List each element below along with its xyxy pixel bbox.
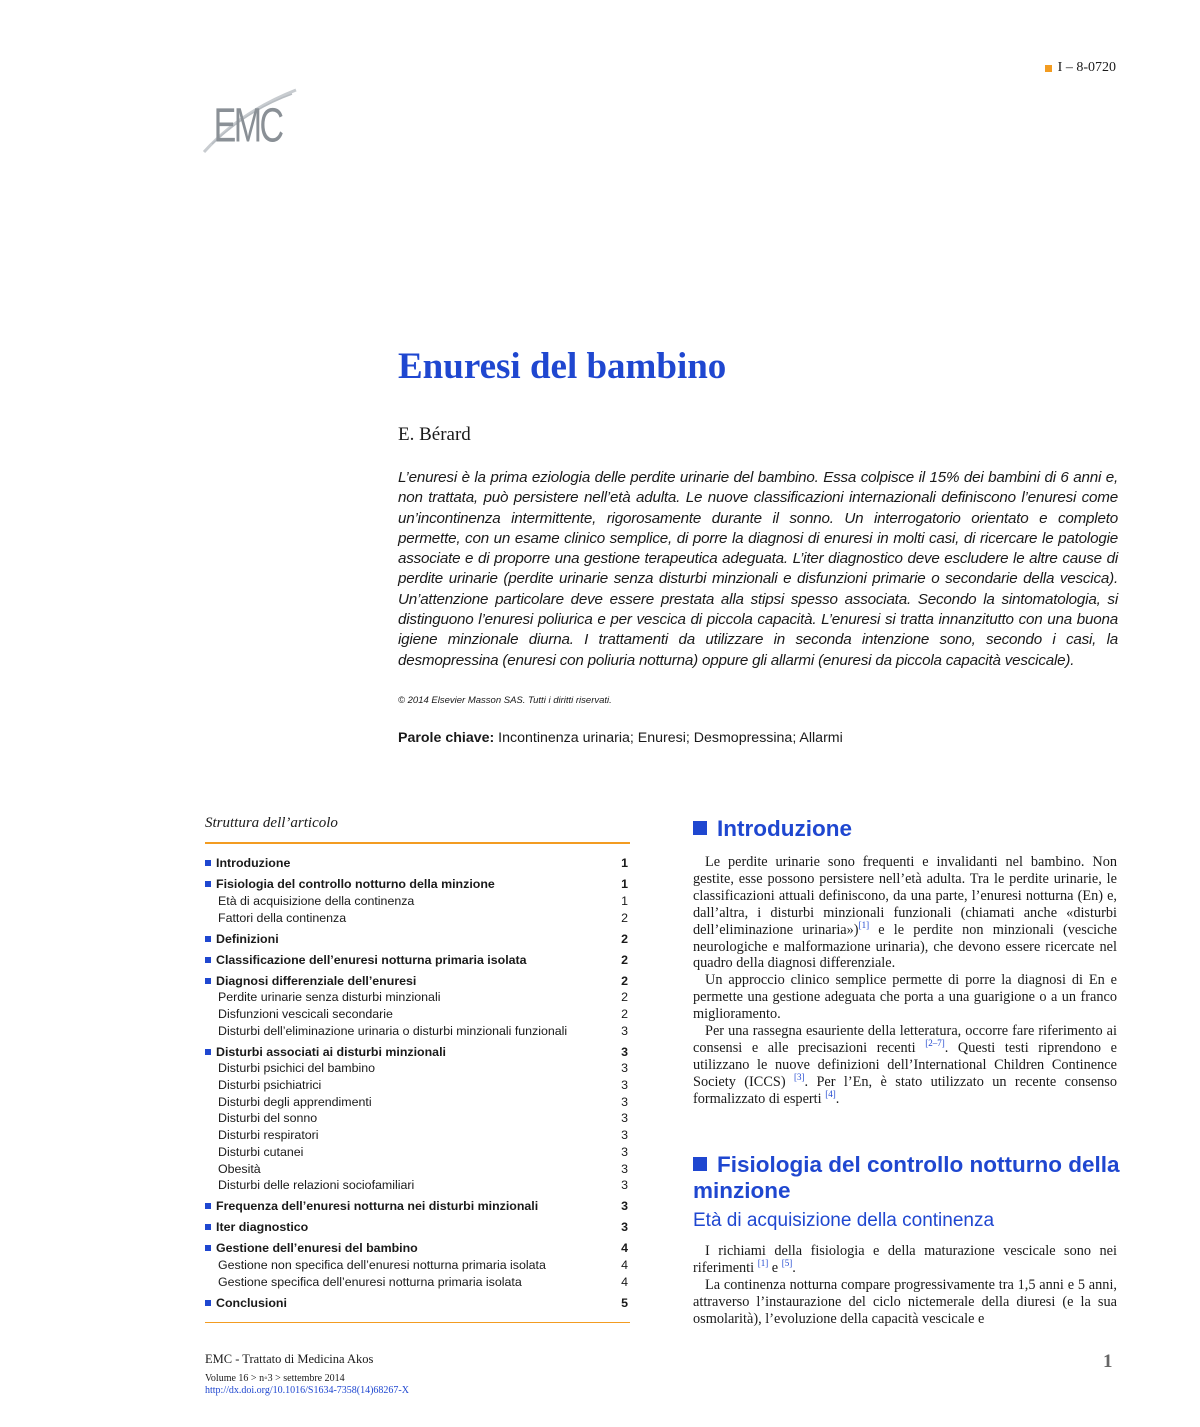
reference-link[interactable]: [5] — [781, 1258, 793, 1269]
footer-doi-link[interactable]: http://dx.doi.org/10.1016/S1634-7358(14)68267-X — [205, 1385, 409, 1396]
text-run: . Questi testi riprendono e utilizzano le nuove definizioni dell’International Children Continence Society (ICCS) — [693, 1039, 1117, 1090]
toc-item-text: Fisiologia del controllo notturno della minzione — [216, 877, 495, 892]
toc-section-item[interactable] — [205, 1043, 630, 1060]
toc-item-text: Disfunzioni vescicali secondarie — [218, 1007, 393, 1022]
toc-section-item[interactable] — [205, 1219, 630, 1236]
toc-item-label — [205, 911, 346, 925]
toc-item-page: 2 — [621, 952, 628, 967]
toc-item-text: Gestione specifica dell’enuresi notturna primaria isolata — [218, 1274, 522, 1289]
toc-item-page: 4 — [621, 1241, 628, 1256]
fisiologia-body — [693, 1243, 1117, 1328]
toc-item-label — [205, 1199, 538, 1213]
toc-item-label — [205, 1220, 308, 1234]
toc-item-label — [205, 1024, 567, 1038]
toc-item-text: Età di acquisizione della continenza — [218, 894, 415, 909]
toc-subsection-item[interactable] — [205, 1006, 630, 1023]
section-heading-text: Introduzione — [717, 816, 852, 841]
toc-item-page: 2 — [621, 1007, 628, 1022]
section-heading-introduction — [693, 816, 852, 842]
paragraph — [693, 1023, 1117, 1108]
bullet-square-icon — [205, 957, 211, 963]
toc-item-page: 2 — [621, 990, 628, 1005]
text-run: Le perdite urinarie sono frequenti e invalidanti nel bambino. Non gestite, esse possono persistere nell’età adulta. Tra le perdite urinarie, le classificazioni attuali definiscono, da una parte, l’enuresi notturna (En) e, dall’altra, i disturbi minzionali funzionali (chiamati anche «disturbi dell’eliminazione urinaria») — [693, 854, 1117, 938]
toc-item-label — [205, 1258, 546, 1272]
toc-item-text: Disturbi delle relazioni sociofamiliari — [218, 1178, 415, 1193]
paragraph — [693, 1243, 1117, 1277]
toc-subsection-item[interactable] — [205, 1257, 630, 1274]
table-of-contents — [205, 855, 630, 1311]
bullet-square-icon — [205, 1224, 211, 1230]
toc-title: Struttura dell’articolo — [205, 815, 338, 831]
toc-item-page: 2 — [621, 910, 628, 925]
blue-square-icon — [693, 821, 707, 835]
document-code — [1045, 60, 1116, 76]
copyright: © 2014 Elsevier Masson SAS. Tutti i diritti riservati. — [398, 695, 612, 706]
toc-section-item[interactable] — [205, 1240, 630, 1257]
toc-item-page: 3 — [621, 1220, 628, 1235]
toc-item-label — [205, 1162, 261, 1176]
toc-item-text: Disturbi respiratori — [218, 1128, 319, 1143]
bullet-square-icon — [205, 860, 211, 866]
toc-section-item[interactable] — [205, 876, 630, 893]
toc-item-text: Gestione dell’enuresi del bambino — [216, 1241, 418, 1256]
article-author: E. Bérard — [398, 424, 471, 445]
bullet-square-icon — [205, 881, 211, 887]
toc-item-page: 3 — [621, 1178, 628, 1193]
text-run: I richiami della fisiologia e della maturazione vescicale sono nei riferimenti — [693, 1243, 1117, 1276]
toc-item-label — [205, 1078, 321, 1092]
toc-item-label — [205, 974, 416, 988]
toc-item-label — [205, 1045, 446, 1059]
bullet-square-icon — [205, 936, 211, 942]
toc-item-page: 3 — [621, 1199, 628, 1214]
keywords-label: Parole chiave: — [398, 730, 495, 746]
toc-subsection-item[interactable] — [205, 1177, 630, 1194]
reference-link[interactable]: [3] — [794, 1072, 805, 1083]
toc-item-label — [205, 1095, 372, 1109]
toc-item-page: 3 — [621, 1094, 628, 1109]
toc-item-page: 3 — [621, 1144, 628, 1159]
toc-item-text: Definizioni — [216, 931, 279, 946]
toc-item-page: 1 — [621, 894, 628, 909]
toc-subsection-item[interactable] — [205, 1060, 630, 1077]
orange-square-icon — [1045, 65, 1052, 72]
toc-item-page: 3 — [621, 1128, 628, 1143]
toc-subsection-item[interactable] — [205, 909, 630, 926]
paragraph: La continenza notturna compare progressivamente tra 1,5 anni e 5 anni, attraverso l’instaurazione del ciclo nictemerale della diuresi (e la sua osmolarità), l’evoluzione della capacità vescicale e — [693, 1276, 1117, 1327]
text-run: e le perdite non minzionali (vesciche neurologiche e malformazione urinaria), che devono essere ricercate nel quadro della diagnosi differenziale. — [693, 921, 1117, 972]
toc-subsection-item[interactable] — [205, 893, 630, 910]
logo-text: EMC — [213, 97, 282, 152]
keywords-values: Incontinenza urinaria; Enuresi; Desmopressina; Allarmi — [498, 730, 843, 746]
toc-subsection-item[interactable] — [205, 989, 630, 1006]
toc-section-item[interactable] — [205, 855, 630, 872]
toc-item-text: Disturbi dell’eliminazione urinaria o disturbi minzionali funzionali — [218, 1023, 568, 1038]
toc-subsection-item[interactable] — [205, 1127, 630, 1144]
toc-item-label — [205, 1178, 414, 1192]
toc-item-label — [205, 990, 440, 1004]
toc-item-text: Diagnosi differenziale dell’enuresi — [216, 973, 417, 988]
toc-item-text: Obesità — [218, 1161, 261, 1176]
blue-square-icon — [693, 1157, 707, 1171]
reference-link[interactable]: [4] — [825, 1088, 836, 1099]
toc-subsection-item[interactable] — [205, 1143, 630, 1160]
toc-item-page: 4 — [621, 1257, 628, 1272]
toc-item-label — [205, 932, 279, 946]
toc-section-item[interactable] — [205, 930, 630, 947]
toc-item-text: Classificazione dell’enuresi notturna primaria isolata — [216, 952, 527, 967]
toc-subsection-item[interactable] — [205, 1110, 630, 1127]
toc-item-label — [205, 1145, 303, 1159]
toc-item-page: 5 — [621, 1295, 628, 1310]
toc-subsection-item[interactable] — [205, 1022, 630, 1039]
toc-item-page: 3 — [621, 1061, 628, 1076]
toc-item-text: Iter diagnostico — [216, 1220, 309, 1235]
toc-top-rule — [205, 842, 630, 844]
toc-item-label — [205, 1241, 418, 1255]
toc-item-page: 2 — [621, 931, 628, 946]
page-number: 1 — [1103, 1351, 1113, 1372]
introduction-body — [693, 854, 1117, 1108]
toc-item-label — [205, 1007, 393, 1021]
toc-item-text: Disturbi degli apprendimenti — [218, 1094, 372, 1109]
toc-item-label — [205, 953, 527, 967]
bullet-square-icon — [205, 1203, 211, 1209]
toc-item-label — [205, 877, 495, 891]
toc-subsection-item[interactable] — [205, 1077, 630, 1094]
toc-item-text: Disturbi del sonno — [218, 1111, 318, 1126]
toc-bottom-rule — [205, 1322, 630, 1323]
toc-item-label — [205, 894, 414, 908]
toc-item-label — [205, 1111, 317, 1125]
reference-link[interactable]: [1] — [757, 1258, 769, 1269]
toc-item-text: Perdite urinarie senza disturbi minzionali — [218, 990, 441, 1005]
toc-item-text: Disturbi psichiatrici — [218, 1078, 322, 1093]
toc-section-item[interactable] — [205, 972, 630, 989]
article-title: Enuresi del bambino — [398, 346, 727, 387]
toc-subsection-item[interactable] — [205, 1160, 630, 1177]
toc-item-text: Conclusioni — [216, 1295, 287, 1310]
toc-item-page: 3 — [621, 1078, 628, 1093]
toc-section-item[interactable] — [205, 1198, 630, 1215]
toc-item-label — [205, 1061, 375, 1075]
toc-item-text: Gestione non specifica dell’enuresi notturna primaria isolata — [218, 1257, 546, 1272]
toc-item-label — [205, 1128, 319, 1142]
toc-subsection-item[interactable] — [205, 1093, 630, 1110]
keywords — [398, 730, 843, 746]
abstract: L’enuresi è la prima eziologia delle perdite urinarie del bambino. Essa colpisce il 15% dei bambini di 6 anni e, non trattata, può persistere nell’età adulta. Le nuove classificazioni internazionali definiscono l’enuresi come un’incontinenza intermittente, rigorosamente durante il sonno. Un interrogatorio orientato e completo permette, con un esame clinico semplice, di porre la diagnosi di enuresi in molti casi, di ricercare le patologie associate e di proporre una gestione terapeutica adeguata. L’iter diagnostico deve escludere le altre cause di perdite urinarie (perdite urinarie senza disturbi minzionali e disfunzioni primarie o secondarie della vescica). Un’attenzione particolare deve essere prestata alla stipsi spesso associata. Secondo la sintomatologia, si distinguono l’enuresi poliurica e per vescica di piccola capacità. L’enuresi si tratta innanzitutto con una buona igiene minzionale diurna. I trattamenti da utilizzare in seconda intenzione sono, secondo i casi, la desmopressina (enuresi con poliuria notturna) oppure gli allarmi (enuresi da piccola capacità vescicale). — [398, 469, 1118, 669]
toc-item-page: 1 — [621, 856, 628, 871]
section-heading-text: Fisiologia del controllo notturno della minzione — [693, 1152, 1120, 1203]
reference-link[interactable]: [2–7] — [925, 1038, 945, 1049]
toc-item-page: 3 — [621, 1023, 628, 1038]
footer-journal: EMC - Trattato di Medicina Akos — [205, 1352, 374, 1366]
toc-item-label — [205, 1296, 287, 1310]
bullet-square-icon — [205, 978, 211, 984]
bullet-square-icon — [205, 1049, 211, 1055]
text-run: . Per l’En, è stato utilizzato un recente consenso formalizzato di esperti — [693, 1073, 1118, 1107]
toc-section-item[interactable] — [205, 951, 630, 968]
toc-item-text: Disturbi associati ai disturbi minzionali — [216, 1044, 446, 1059]
bullet-square-icon — [205, 1300, 211, 1306]
toc-item-text: Introduzione — [216, 856, 291, 871]
toc-item-page: 1 — [621, 877, 628, 892]
toc-item-page: 2 — [621, 973, 628, 988]
text-run: e — [768, 1259, 779, 1276]
subsection-heading: Età di acquisizione della continenza — [693, 1210, 995, 1231]
emc-logo — [200, 72, 300, 156]
toc-item-label — [205, 1275, 522, 1289]
toc-item-text: Fattori della continenza — [218, 910, 347, 925]
reference-link[interactable]: [1] — [858, 919, 870, 930]
toc-item-page: 4 — [621, 1274, 628, 1289]
toc-section-item[interactable] — [205, 1294, 630, 1311]
toc-item-label — [205, 856, 290, 870]
bullet-square-icon — [205, 1245, 211, 1251]
toc-item-text: Frequenza dell’enuresi notturna nei disturbi minzionali — [216, 1199, 539, 1214]
toc-item-text: Disturbi psichici del bambino — [218, 1061, 376, 1076]
toc-subsection-item[interactable] — [205, 1273, 630, 1290]
section-heading-fisiologia — [693, 1152, 1123, 1204]
toc-item-text: Disturbi cutanei — [218, 1144, 304, 1159]
paragraph — [693, 854, 1117, 972]
paragraph: Un approccio clinico semplice permette di porre la diagnosi di En e permette una gestione adeguata che porta a una guarigione o a un franco miglioramento. — [693, 972, 1117, 1023]
toc-item-page: 3 — [621, 1161, 628, 1176]
text-run: Per una rassegna esauriente della letteratura, occorre fare riferimento ai consensi e alle precisazioni recenti — [693, 1023, 1117, 1056]
text-run: . — [792, 1259, 796, 1276]
footer-volume: Volume 16 > n◦3 > settembre 2014 — [205, 1373, 345, 1384]
text-run: . — [835, 1090, 840, 1107]
document-code-text: I – 8-0720 — [1057, 60, 1116, 75]
toc-item-page: 3 — [621, 1111, 628, 1126]
toc-item-page: 3 — [621, 1044, 628, 1059]
